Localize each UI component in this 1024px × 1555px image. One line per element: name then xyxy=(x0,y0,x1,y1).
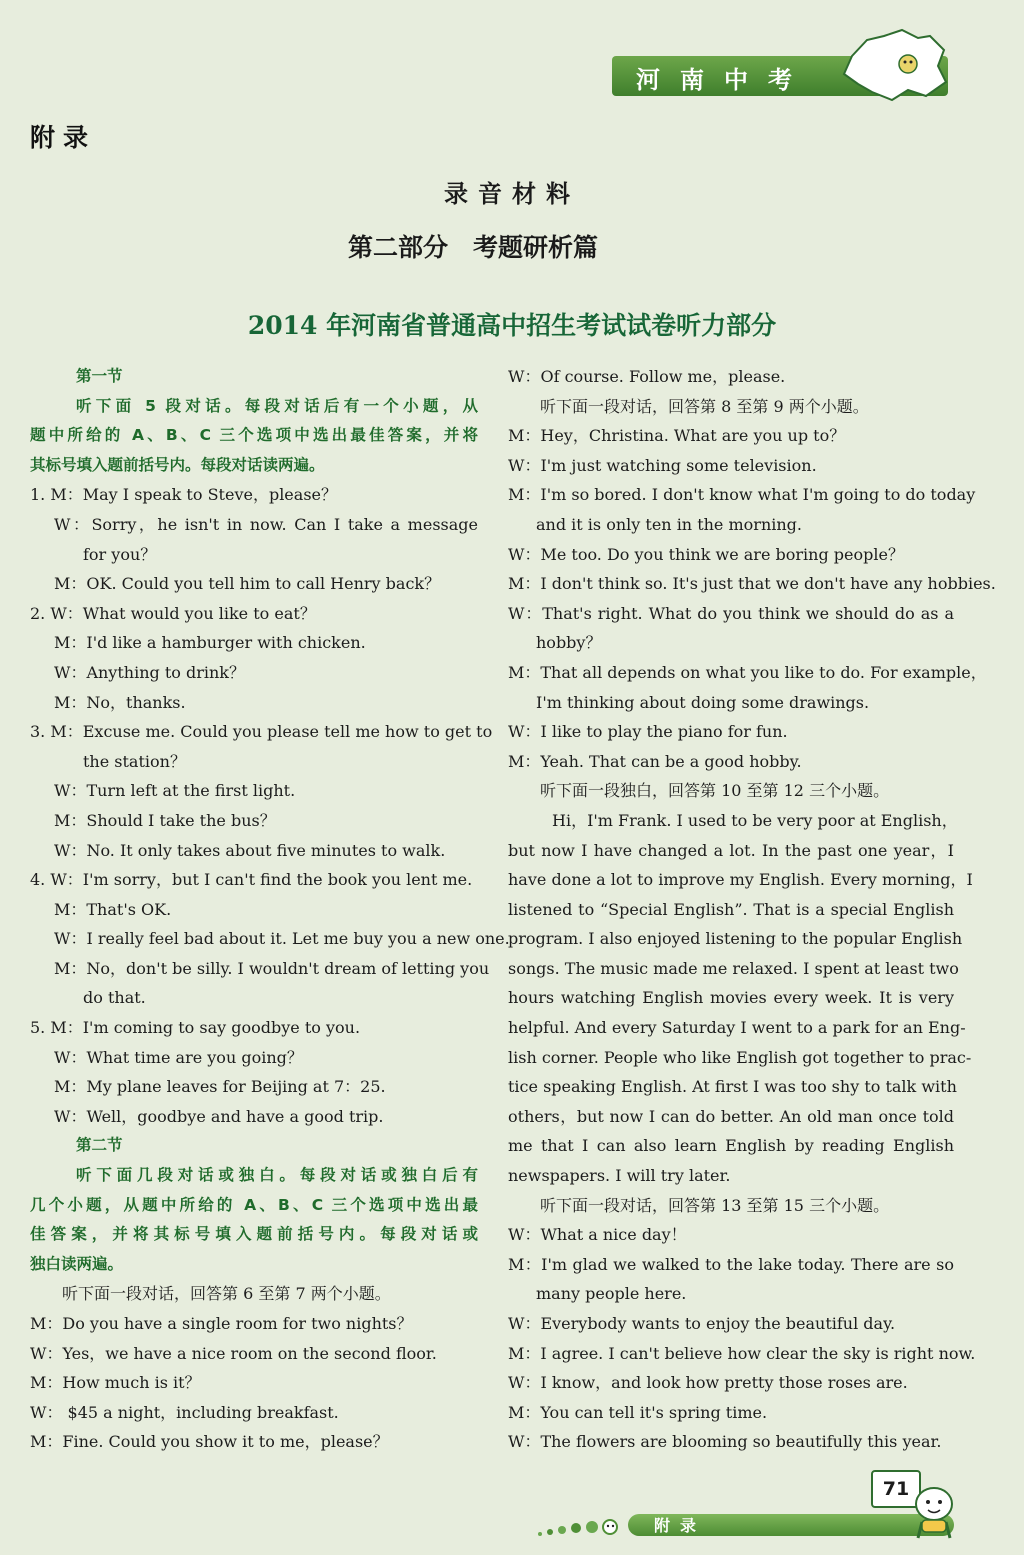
dialogue-line: M：Yeah. That can be a good hobby. xyxy=(508,751,802,771)
dialogue-line: M：I don't think so. It's just that we don't have any hobbies. xyxy=(508,574,996,594)
question-intro: 听下面一段对话，回答第 6 至第 7 两个小题。 xyxy=(62,1284,391,1304)
question-intro: 听下面一段独白，回答第 10 至第 12 三个小题。 xyxy=(540,781,890,801)
monologue-line: but now I have changed a lot. In the past one year，I xyxy=(508,840,954,860)
monologue-line: songs. The music made me relaxed. I spent at least two xyxy=(508,958,959,978)
footer-label: 附录 xyxy=(654,1516,707,1535)
dialogue-line: 1. M：May I speak to Steve，please？ xyxy=(30,485,337,505)
dialogue-line: 5. M：I'm coming to say goodbye to you. xyxy=(30,1018,361,1038)
monologue-line: listened to “Special English”. That is a special English xyxy=(508,899,954,919)
henan-map-icon xyxy=(822,26,952,106)
appendix-title: 附录 xyxy=(30,123,97,152)
dialogue-line: W：No. It only takes about five minutes to walk. xyxy=(54,840,446,860)
heading-part-two: 第二部分 考题研析篇 xyxy=(348,233,599,262)
page-number: 71 xyxy=(871,1470,921,1508)
decorative-dots-icon xyxy=(532,1512,632,1542)
monologue-line: program. I also enjoyed listening to the popular English xyxy=(508,929,963,949)
dialogue-line: M：I'm glad we walked to the lake today. There are so xyxy=(508,1254,954,1274)
dialogue-line: W：Everybody wants to enjoy the beautiful day. xyxy=(508,1314,896,1333)
monologue-line: helpful. And every Saturday I went to a park for an Eng- xyxy=(508,1018,966,1038)
dialogue-line: M：My plane leaves for Beijing at 7：25. xyxy=(54,1077,386,1097)
left-column xyxy=(30,362,510,1457)
dialogue-line: W：Yes，we have a nice room on the second floor. xyxy=(30,1343,437,1363)
instruction-line: 听下面 5 段对话。每段对话后有一个小题，从 xyxy=(76,396,478,415)
dialogue-line: the station？ xyxy=(83,751,186,771)
instruction-line: 其标号填入题前括号内。每段对话读两遍。 xyxy=(30,455,325,474)
monologue-line: lish corner. People who like English got together to prac- xyxy=(508,1047,972,1067)
dialogue-line: W：Well，goodbye and have a good trip. xyxy=(54,1106,384,1126)
instruction-line: 独白读两遍。 xyxy=(30,1254,124,1273)
dialogue-line: W：I know，and look how pretty those roses are. xyxy=(508,1373,908,1393)
dialogue-line: M：OK. Could you tell him to call Henry back？ xyxy=(54,574,441,594)
question-intro: 听下面一段对话，回答第 13 至第 15 三个小题。 xyxy=(540,1195,890,1215)
dialogue-line: M：I'd like a hamburger with chicken. xyxy=(54,633,366,653)
dialogue-line: W：I'm just watching some television. xyxy=(508,455,817,475)
question-intro: 听下面一段对话，回答第 8 至第 9 两个小题。 xyxy=(540,396,869,416)
instruction-line: 听下面几段对话或独白。每段对话或独白后有 xyxy=(76,1166,478,1185)
dialogue-line: 3. M：Excuse me. Could you please tell me how to get to xyxy=(30,722,493,742)
right-column xyxy=(508,362,996,1457)
dialogue-line: W：Turn left at the first light. xyxy=(54,781,296,801)
dialogue-line: 2. W：What would you like to eat？ xyxy=(30,603,316,623)
dialogue-line: 4. W：I'm sorry，but I can't find the book you lent me. xyxy=(30,870,473,890)
instruction-line: 几个小题，从题中所给的 A、B、C 三个选项中选出最 xyxy=(30,1195,478,1214)
header-badge-text: 河南中考 xyxy=(636,66,812,94)
dialogue-line: do that. xyxy=(83,988,146,1008)
section-label: 第二节 xyxy=(76,1136,123,1155)
monologue-line: Hi，I'm Frank. I used to be very poor at English， xyxy=(552,810,958,830)
dialogue-line: W：That's right. What do you think we should do as a xyxy=(508,603,954,623)
instruction-line: 题中所给的 A、B、C 三个选项中选出最佳答案，并将 xyxy=(30,426,478,445)
dialogue-line: M：How much is it？ xyxy=(30,1373,201,1393)
heading-exam-title: 2014 年河南省普通高中招生考试试卷听力部分 xyxy=(247,311,777,340)
dialogue-line: W：Sorry，he isn't in now. Can I take a message xyxy=(54,514,478,534)
heading-recording-material: 录音材料 xyxy=(444,179,580,208)
dialogue-line: M：That's OK. xyxy=(54,899,172,919)
dialogue-line: I'm thinking about doing some drawings. xyxy=(536,692,870,712)
dialogue-line: M：No，don't be silly. I wouldn't dream of letting you xyxy=(54,958,490,978)
monologue-line: newspapers. I will try later. xyxy=(508,1166,731,1186)
dialogue-line: W：I really feel bad about it. Let me buy you a new one. xyxy=(54,929,510,949)
dialogue-line: W：Of course. Follow me，please. xyxy=(508,367,786,386)
dialogue-line: M：That all depends on what you like to do. For example， xyxy=(508,662,987,682)
dialogue-line: W：I like to play the piano for fun. xyxy=(508,722,788,742)
dialogue-line: M：Should I take the bus？ xyxy=(54,810,276,830)
dialogue-line: W：Anything to drink？ xyxy=(54,662,245,682)
cartoon-mascot-icon xyxy=(908,1482,960,1540)
dialogue-line: M：No，thanks. xyxy=(54,692,186,712)
dialogue-line: M：Fine. Could you show it to me，please？ xyxy=(30,1432,389,1452)
monologue-line: hours watching English movies every week. It is very xyxy=(508,988,954,1008)
dialogue-line: W：What a nice day！ xyxy=(508,1225,687,1245)
monologue-line: me that I can also learn English by reading English xyxy=(508,1136,954,1156)
dialogue-line: for you？ xyxy=(83,544,157,564)
dialogue-line: M：I agree. I can't believe how clear the sky is right now. xyxy=(508,1343,976,1363)
monologue-line: others，but now I can do better. An old man once told xyxy=(508,1106,954,1126)
dialogue-line: and it is only ten in the morning. xyxy=(536,514,802,534)
section-label: 第一节 xyxy=(76,367,123,385)
monologue-line: tice speaking English. At first I was too shy to talk with xyxy=(508,1077,957,1097)
dialogue-line: hobby？ xyxy=(536,633,602,653)
dialogue-line: M：You can tell it's spring time. xyxy=(508,1402,768,1422)
instruction-line: 佳答案，并将其标号填入题前括号内。每段对话或 xyxy=(30,1225,478,1244)
dialogue-line: many people here. xyxy=(536,1284,687,1304)
monologue-line: have done a lot to improve my English. Every morning，I xyxy=(508,870,973,890)
dialogue-line: W：Me too. Do you think we are boring people？ xyxy=(508,544,904,564)
dialogue-line: M：Hey，Christina. What are you up to？ xyxy=(508,426,846,446)
dialogue-line: M：I'm so bored. I don't know what I'm going to do today xyxy=(508,485,976,505)
dialogue-line: W： $45 a night，including breakfast. xyxy=(30,1402,339,1422)
dialogue-line: M：Do you have a single room for two nights？ xyxy=(30,1314,413,1333)
dialogue-line: W：What time are you going？ xyxy=(54,1047,303,1067)
dialogue-line: W：The flowers are blooming so beautifully this year. xyxy=(508,1432,942,1452)
